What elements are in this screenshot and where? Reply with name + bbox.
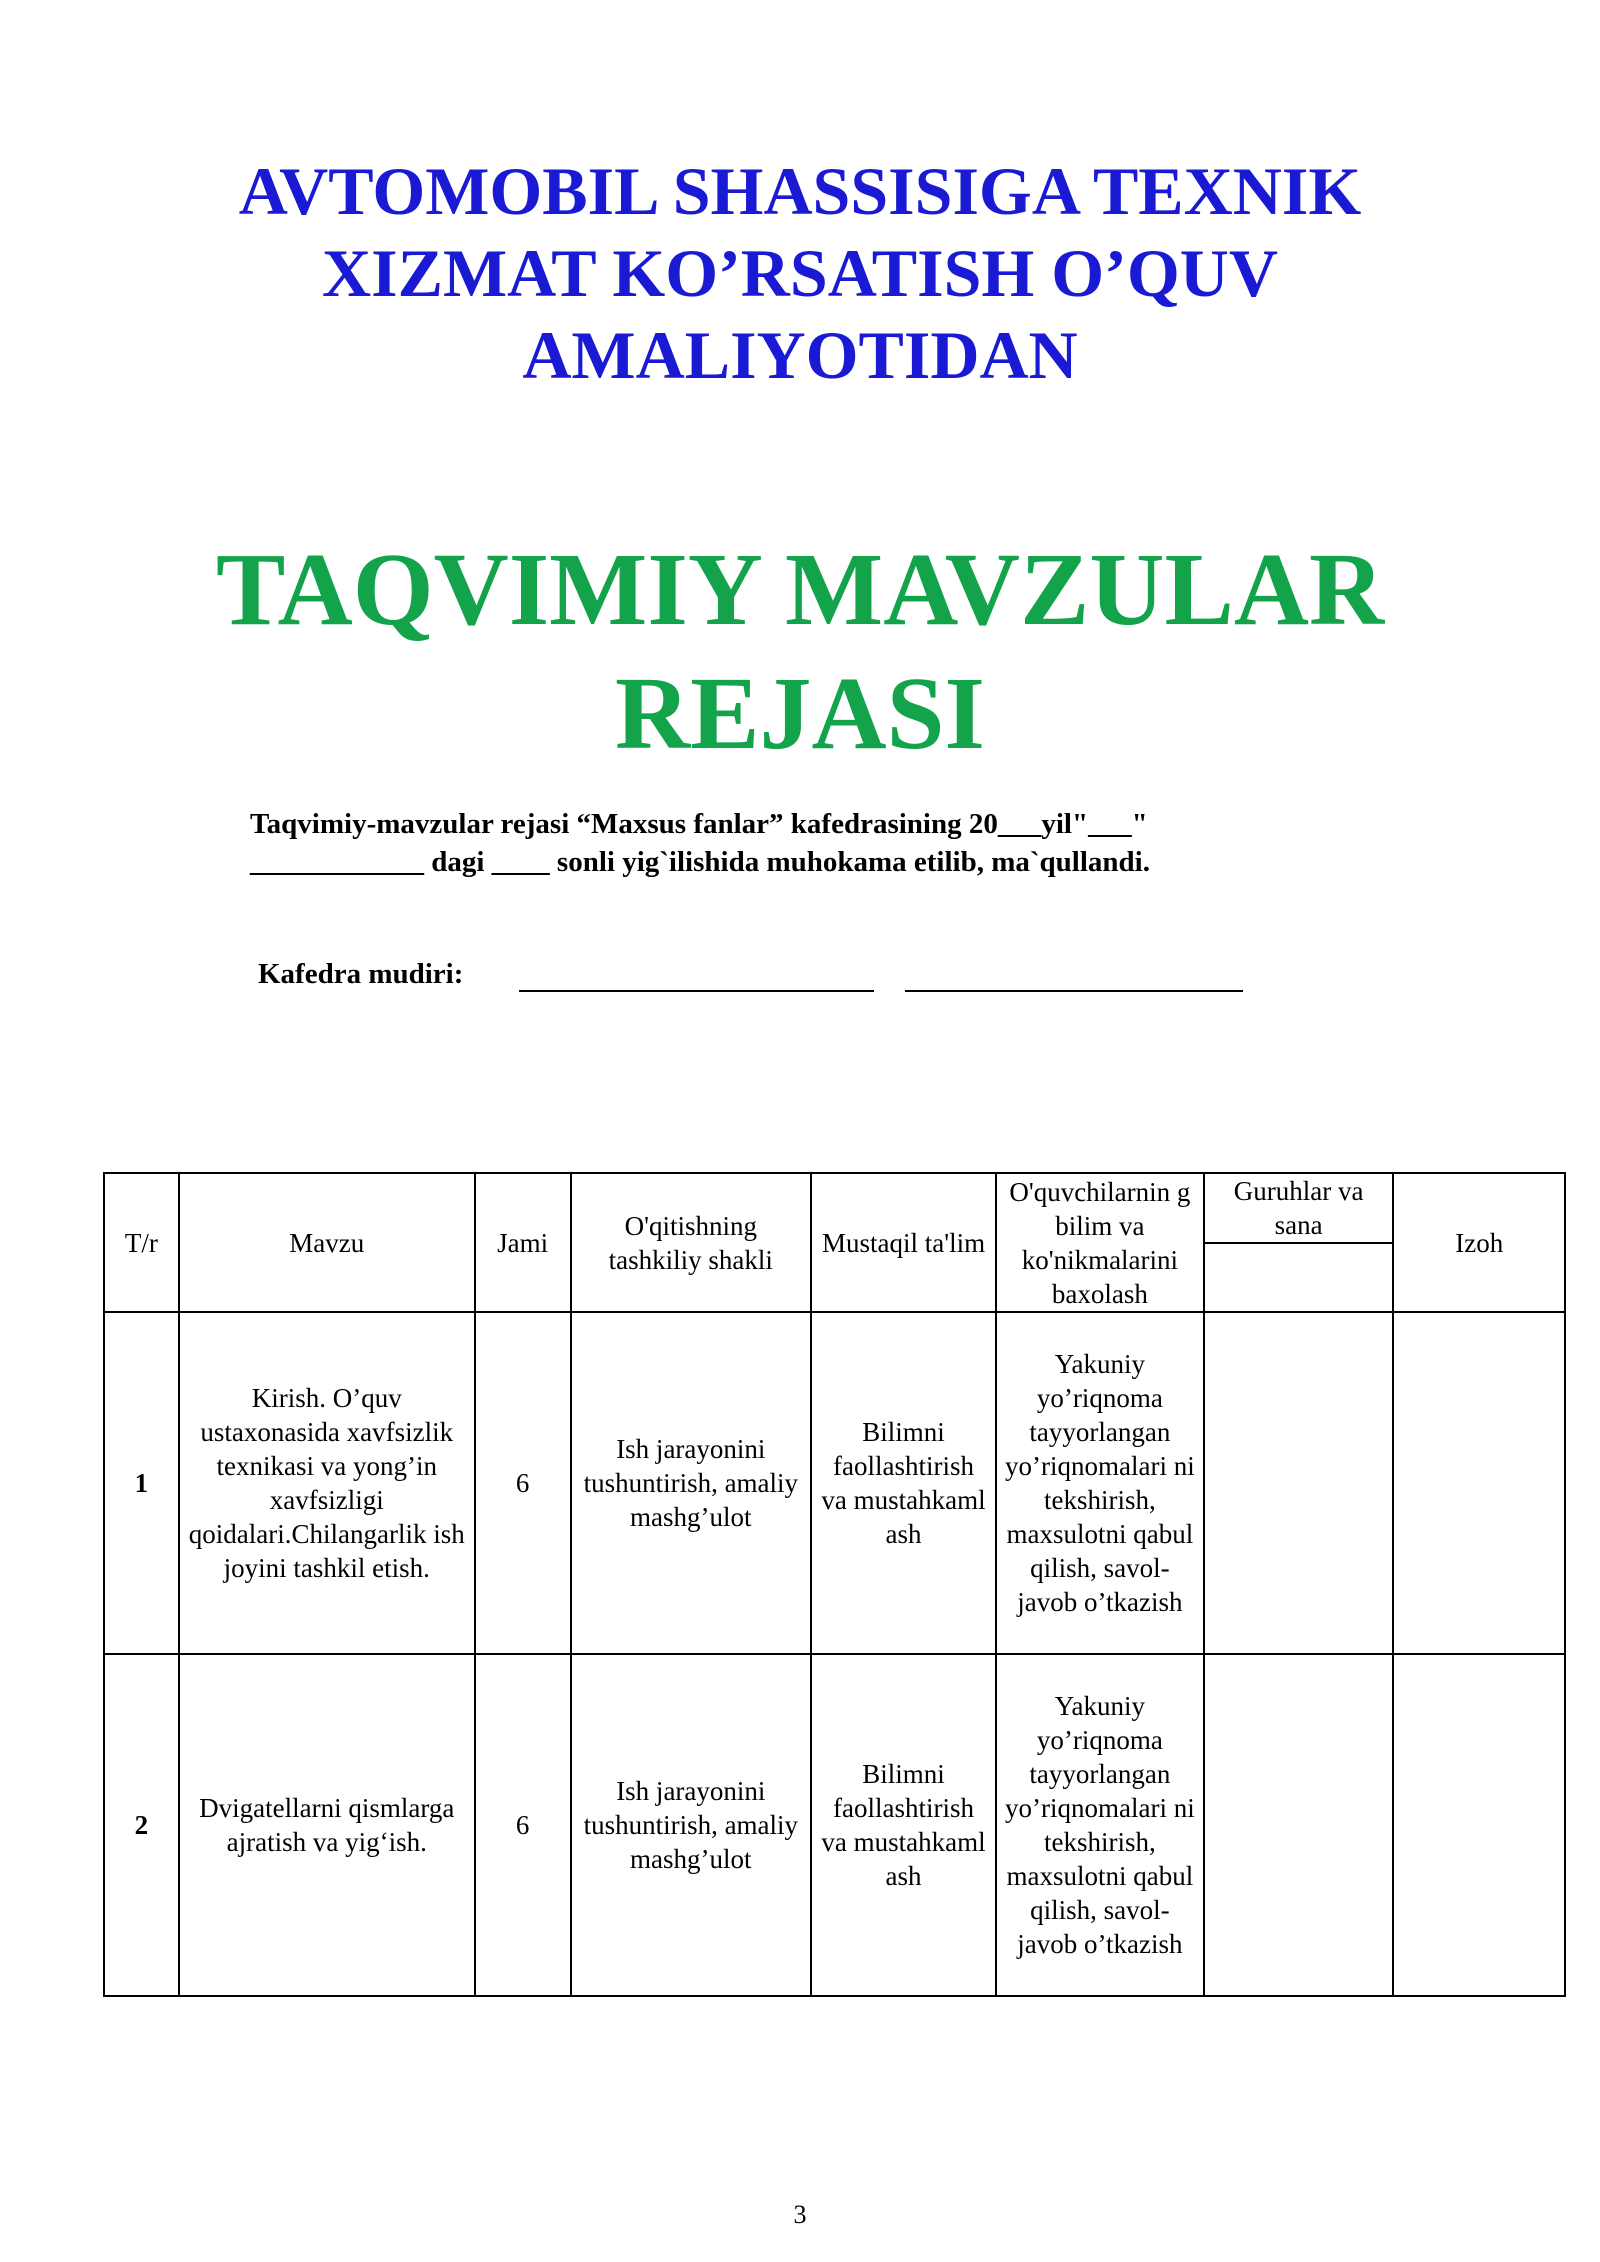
header-shakl: O'qitishning tashkiliy shakli [571, 1173, 812, 1312]
signature-line [519, 990, 874, 992]
name-line [905, 990, 1243, 992]
row-mustaqil: Bilimni faollashtirish va mustahkaml ash [811, 1312, 996, 1654]
row-guruhlar [1204, 1654, 1394, 1996]
header-baxolash: O'quvchilarnin g bilim va ko'nikmalarini baxolash [996, 1173, 1204, 1312]
row-izoh [1393, 1312, 1565, 1654]
row-guruhlar [1204, 1312, 1394, 1654]
header-mavzu: Mavzu [179, 1173, 475, 1312]
row-shakl: Ish jarayonini tushuntirish, amaliy mashg’ulot [571, 1654, 812, 1996]
subtitle-line: REJASI [615, 656, 985, 771]
row-jami: 6 [475, 1312, 571, 1654]
calendar-plan-table [103, 1172, 1566, 1997]
table-row [104, 1312, 1565, 1654]
row-baxolash: Yakuniy yo’riqnoma tayyorlangan yo’riqnomalari ni tekshirish, maxsulotni qabul qilish, savol-javob o’tkazish [996, 1312, 1204, 1654]
row-mavzu: Dvigatellarni qismlarga ajratish va yig‘ish. [179, 1654, 475, 1996]
document-subtitle [0, 528, 1600, 776]
subtitle-line: TAQVIMIY MAVZULAR [215, 532, 1385, 647]
header-row [104, 1173, 1565, 1243]
document-title [0, 150, 1600, 396]
approval-line: Taqvimiy-mavzular rejasi “Maxsus fanlar” kafedrasining 20___yil"___" [250, 808, 1148, 840]
header-guruhlar-sub [1204, 1243, 1394, 1312]
kafedra-label: Kafedra mudiri: [258, 958, 464, 990]
title-line: XIZMAT KO’RSATISH O’QUV [322, 235, 1278, 311]
header-guruhlar: Guruhlar va sana [1204, 1173, 1394, 1243]
row-baxolash: Yakuniy yo’riqnoma tayyorlangan yo’riqnomalari ni tekshirish, maxsulotni qabul qilish, savol-javob o’tkazish [996, 1654, 1204, 1996]
row-izoh [1393, 1654, 1565, 1996]
header-jami: Jami [475, 1173, 571, 1312]
row-shakl: Ish jarayonini tushuntirish, amaliy mashg’ulot [571, 1312, 812, 1654]
row-number: 2 [104, 1654, 179, 1996]
page-number: 3 [793, 2200, 807, 2229]
row-mavzu: Kirish. O’quv ustaxonasida xavfsizlik texnikasi va yong’in xavfsizligi qoidalari.Chilangarlik ish joyini tashkil etish. [179, 1312, 475, 1654]
row-number: 1 [104, 1312, 179, 1654]
approval-line: ____________ dagi ____ sonli yig`ilishida muhokama etilib, ma`qullandi. [250, 846, 1150, 878]
approval-statement [250, 805, 1350, 881]
header-tr: T/r [104, 1173, 179, 1312]
row-jami: 6 [475, 1654, 571, 1996]
header-mustaqil: Mustaqil ta'lim [811, 1173, 996, 1312]
title-line: AMALIYOTIDAN [522, 317, 1078, 393]
row-mustaqil: Bilimni faollashtirish va mustahkaml ash [811, 1654, 996, 1996]
header-izoh: Izoh [1393, 1173, 1565, 1312]
table-row [104, 1654, 1565, 1996]
title-line: AVTOMOBIL SHASSISIGA TEXNIK [238, 153, 1362, 229]
